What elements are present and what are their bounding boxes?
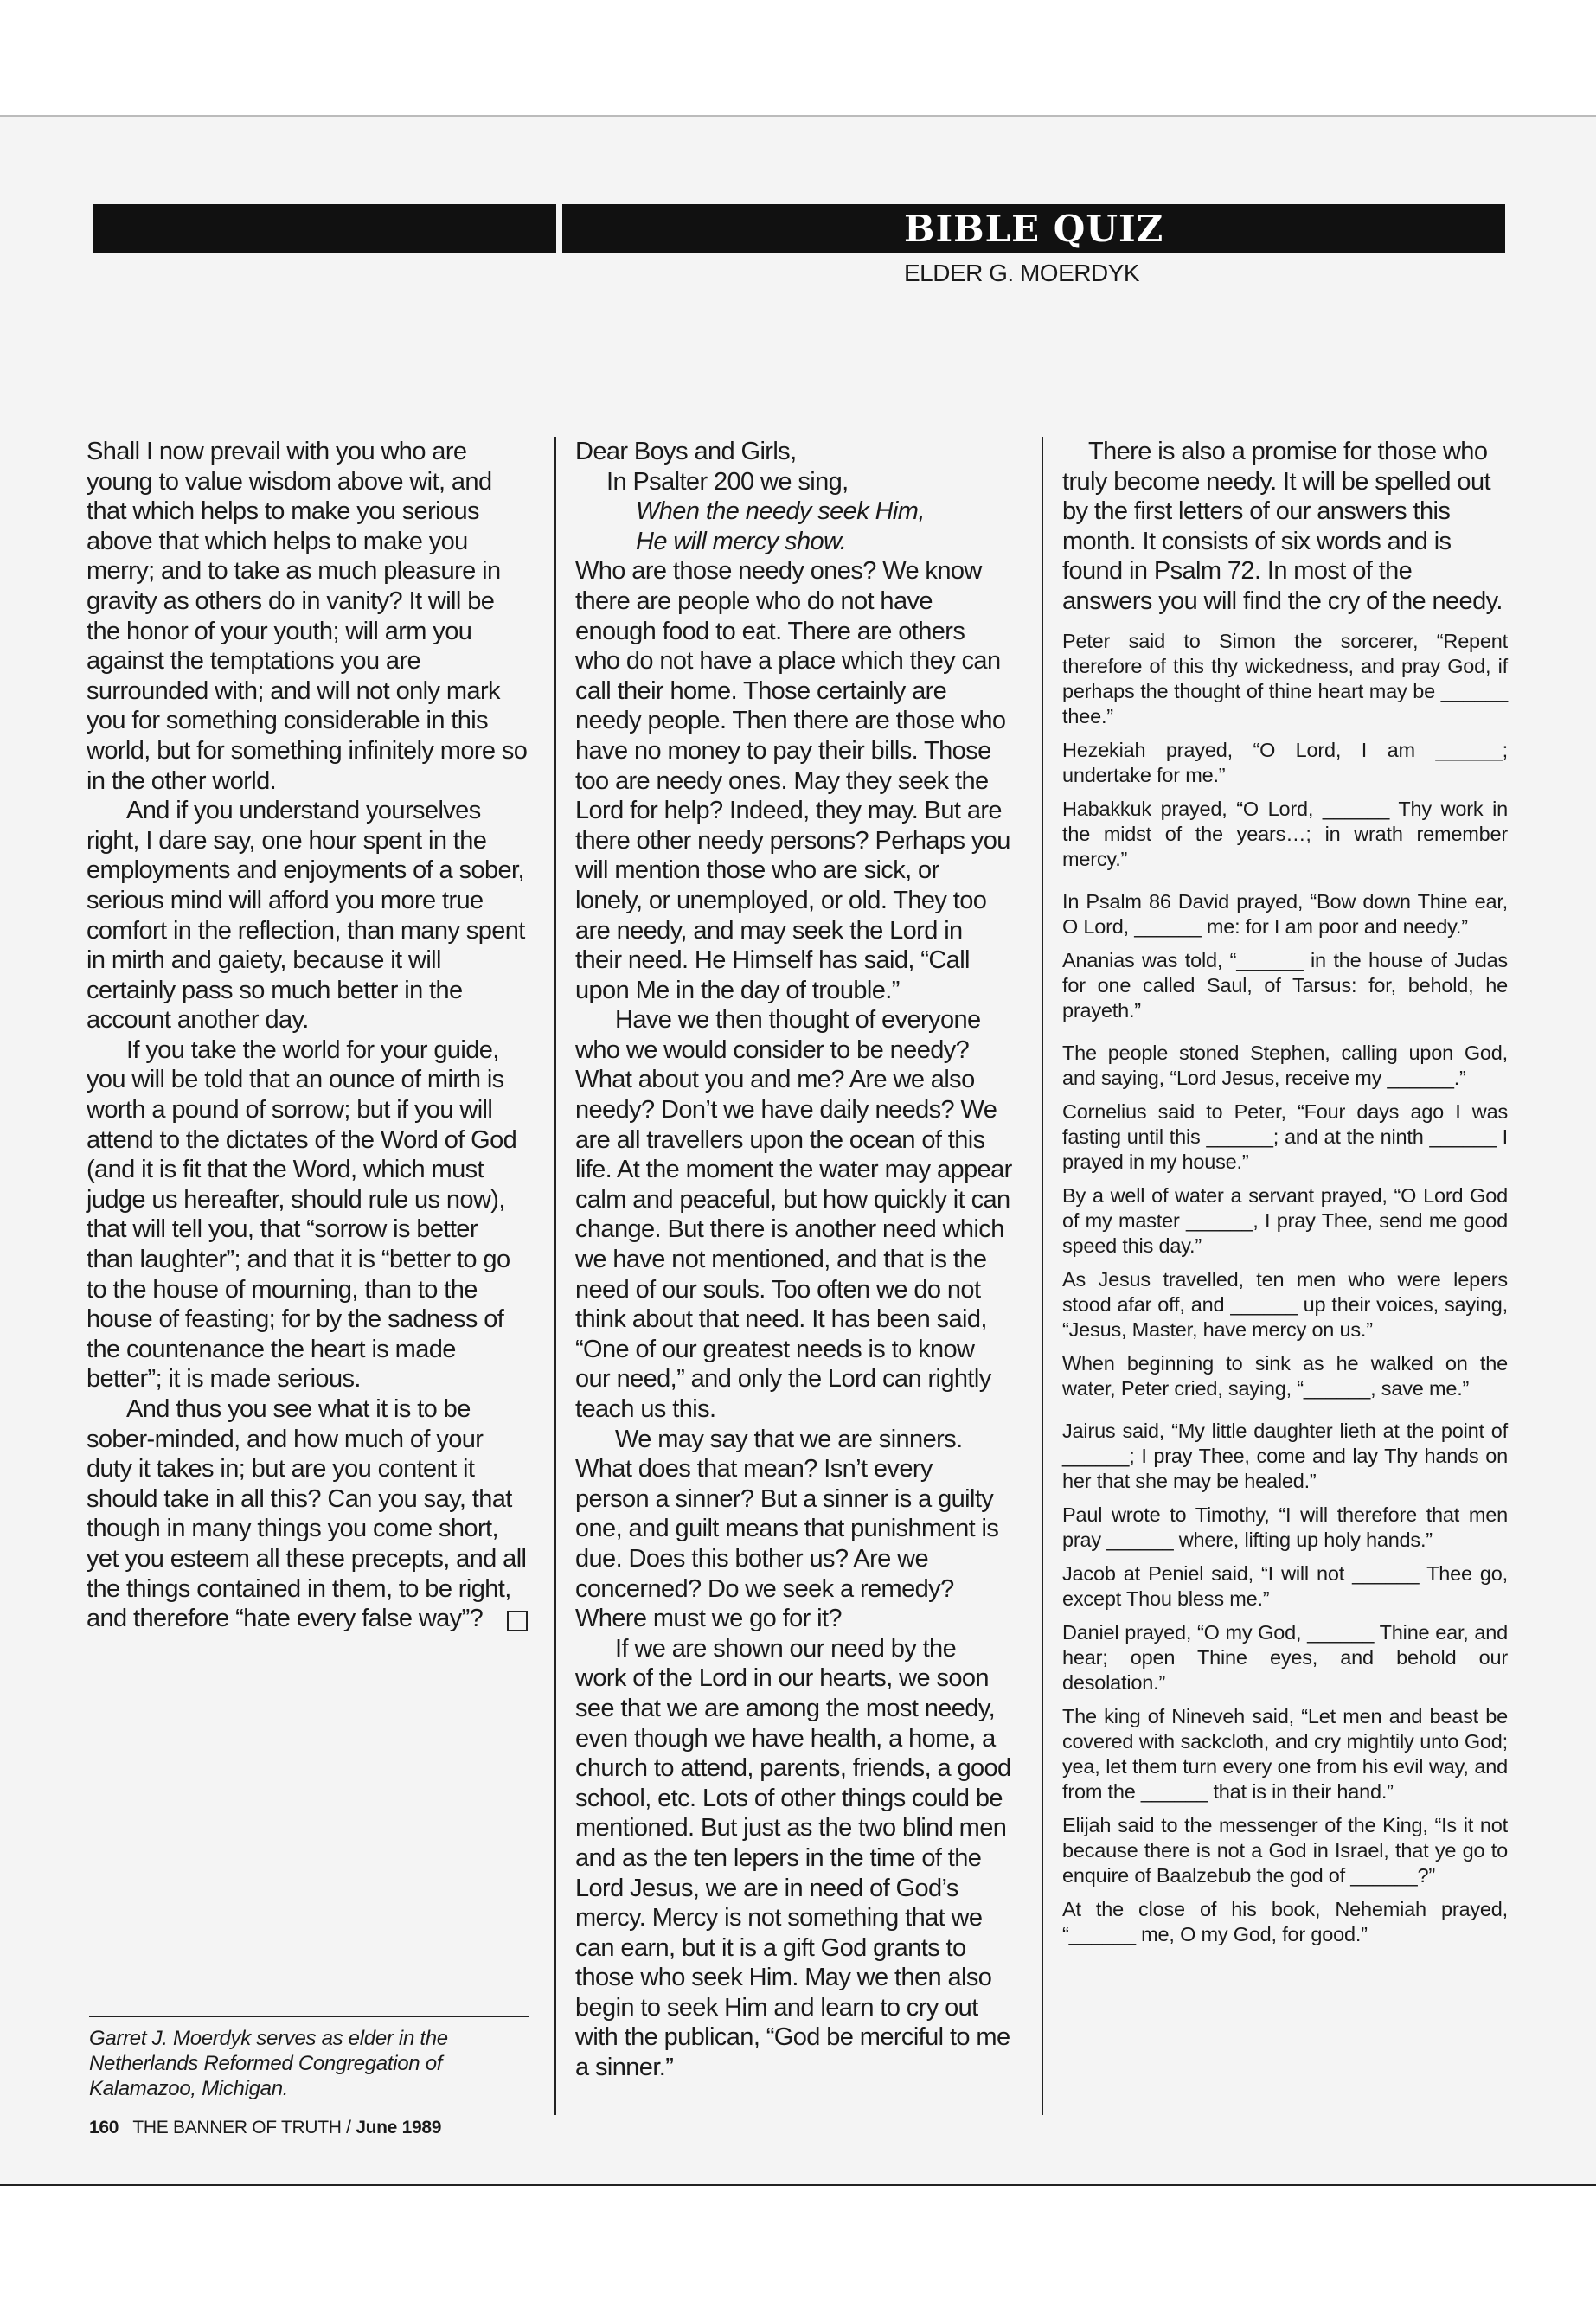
psalter-intro: In Psalter 200 we sing, [606, 467, 849, 496]
quiz-question: The king of Nineveh said, “Let men and beast be covered with sackcloth, and cry mightily unto God; yea, let them turn every one from his evil way, and from the ______ that is in their hand.” [1062, 1704, 1508, 1803]
salutation: Dear Boys and Girls, [575, 438, 797, 465]
paragraph: We may say that we are sinners. What does that mean? Isn’t every person a sinner? But a sinner is a guilty one, and guilt means that punishment is due. Does this bother us? Are we concerned? Do we seek a remedy? Where must we go for it? [575, 1425, 999, 1633]
column-divider [554, 437, 556, 2115]
paragraph [87, 1394, 528, 1634]
issue-date: June 1989 [356, 2118, 442, 2138]
right-column [1062, 437, 1508, 1956]
header-bar-left [93, 204, 556, 253]
middle-column [575, 437, 1012, 2083]
quiz-question: Elijah said to the messenger of the King, “Is it not because there is not a God in Israel, that ye go to enquire of Baalzebub the god of ______?” [1062, 1813, 1508, 1887]
paragraph: If we are shown our need by the work of the Lord in our hearts, we soon see that we are among the most needy, even though we have health, a home, a church to attend, parents, friends, a good school, etc. Lots of other things could be mentioned. But just as the two blind men and as the ten lepers in the time of the Lord Jesus, we are in need of God’s mercy. Mercy is not something that we can earn, but it is a gift God grants to those who seek Him. May we then also begin to seek Him and learn to cry out with the publican, “God be merciful to me a sinner.” [575, 1634, 1011, 2082]
quiz-question: As Jesus travelled, ten men who were lepers stood afar off, and ______ up their voices, saying, “Jesus, Master, have mercy on us.” [1062, 1267, 1508, 1341]
quiz-question: Jairus said, “My little daughter lieth at the point of ______; I pray Thee, come and lay Thy hands on her that she may be healed.” [1062, 1419, 1508, 1492]
quiz-questions [1062, 629, 1508, 1947]
page-title: BIBLE QUIZ [904, 208, 1164, 250]
quiz-question: The people stoned Stephen, calling upon God, and saying, “Lord Jesus, receive my ______.” [1062, 1041, 1508, 1089]
quiz-question: Jacob at Peniel said, “I will not ______ Thee go, except Thou bless me.” [1062, 1561, 1508, 1610]
quiz-question: Habakkuk prayed, “O Lord, ______ Thy work in the midst of the years…; in wrath remember mercy.” [1062, 797, 1508, 870]
quiz-question: At the close of his book, Nehemiah prayed, “______ me, O my God, for good.” [1062, 1897, 1508, 1945]
quiz-question: Daniel prayed, “O my God, ______ Thine ear, and hear; open Thine eyes, and behold our desolation.” [1062, 1620, 1508, 1694]
paragraph: And if you understand yourselves right, I dare say, one hour spent in the employments and enjoyments of a sober, serious mind will afford you more true comfort in the reflection, than many spent in mirth and gaiety, because it will certainly pass so much better in the account another day. [87, 797, 525, 1035]
quiz-question: When beginning to sink as he walked on the water, Peter cried, saying, “______, save me.” [1062, 1351, 1508, 1400]
left-column [87, 437, 528, 1634]
byline: ELDER G. MOERDYK [904, 260, 1140, 286]
end-mark-icon [507, 1611, 528, 1631]
paragraph: Who are those needy ones? We know there are people who do not have enough food to eat. There are others who do not have a place which they can call their home. Those certainly are needy people. Then there are those who have no money to pay their bills. Those too are needy ones. May they seek the Lord for help? Indeed, they may. But are there other needy persons? Perhaps you will mention those who are sick, or lonely, or unemployed, or old. They too are needy, and may seek the Lord in their need. He Himself has said, “Call upon Me in the day of trouble.” [575, 557, 1010, 1004]
quiz-question: Hezekiah prayed, “O Lord, I am ______; undertake for me.” [1062, 738, 1508, 786]
paragraph: Shall I now prevail with you who are young to value wisdom above wit, and that which helps to make you serious above that which helps to make you merry; and to take as much pleasure in gravity as others do in vanity? It will be the honor of your youth; will arm you against the temptations you are surrounded with; and will not only mark you for something considerable in this world, but for something infinitely more so in the other world. [87, 438, 528, 795]
paragraph: Have we then thought of everyone who we would consider to be needy? What about you and me? Are we also needy? Don’t we have daily needs? We are all travellers upon the ocean of this life. At the moment the water may appear calm and peaceful, but how quickly it can change. But there is another need which we have not mentioned, and that is the need of our souls. Too often we do not think about that need. It has been said, “One of our greatest needs is to know our need,” and only the Lord can rightly teach us this. [575, 1006, 1012, 1423]
author-bio: Garret J. Moerdyk serves as elder in the Netherlands Reformed Congregation of Kalamazoo, Michigan. [89, 2027, 448, 2100]
quiz-question: By a well of water a servant prayed, “O Lord God of my master ______, I pray Thee, send me good speed this day.” [1062, 1183, 1508, 1257]
verse-line: When the needy seek Him, [636, 497, 925, 526]
paragraph-text: And thus you see what it is to be sober-minded, and how much of your duty it takes in; but are you content it should take in all this? Can you say, that though in many things you come short, yet you esteem all these precepts, and all the things contained in them, to be right, and therefore “hate every false way”? [87, 1395, 527, 1633]
quiz-question: Cornelius said to Peter, “Four days ago I was fasting until this ______; and at the ninth ______ I prayed in my house.” [1062, 1099, 1508, 1173]
quiz-question: Paul wrote to Timothy, “I will therefore that men pray ______ where, lifting up holy hands.” [1062, 1503, 1508, 1551]
quiz-question: Peter said to Simon the sorcerer, “Repent therefore of this thy wickedness, and pray God, if perhaps the thought of thine heart may be ______ thee.” [1062, 629, 1508, 727]
quiz-intro: There is also a promise for those who truly become needy. It will be spelled out by the first letters of our answers this month. It consists of six words and is found in Psalm 72. In most of the answers you will find the cry of the needy. [1062, 438, 1503, 615]
page-footer [89, 2118, 441, 2138]
column-divider [1042, 437, 1043, 2115]
verse-line: He will mercy show. [636, 527, 847, 555]
page-number: 160 [89, 2118, 119, 2138]
bio-divider [89, 2016, 529, 2017]
publication-name: THE BANNER OF TRUTH / [132, 2118, 351, 2138]
quiz-question: In Psalm 86 David prayed, “Bow down Thine ear, O Lord, ______ me: for I am poor and needy.” [1062, 889, 1508, 938]
paragraph: If you take the world for your guide, you will be told that an ounce of mirth is worth a pound of sorrow; but if you will attend to the dictates of the Word of God (and it is fit that the Word, which must judge us hereafter, should rule us now), that will tell you, that “sorrow is better than laughter”; and that it is “better to go to the house of mourning, than to the house of feasting; for by the sadness of the countenance the heart is made better”; it is made serious. [87, 1035, 517, 1394]
quiz-question: Ananias was told, “______ in the house of Judas for one called Saul, of Tarsus: for, behold, he prayeth.” [1062, 948, 1508, 1022]
